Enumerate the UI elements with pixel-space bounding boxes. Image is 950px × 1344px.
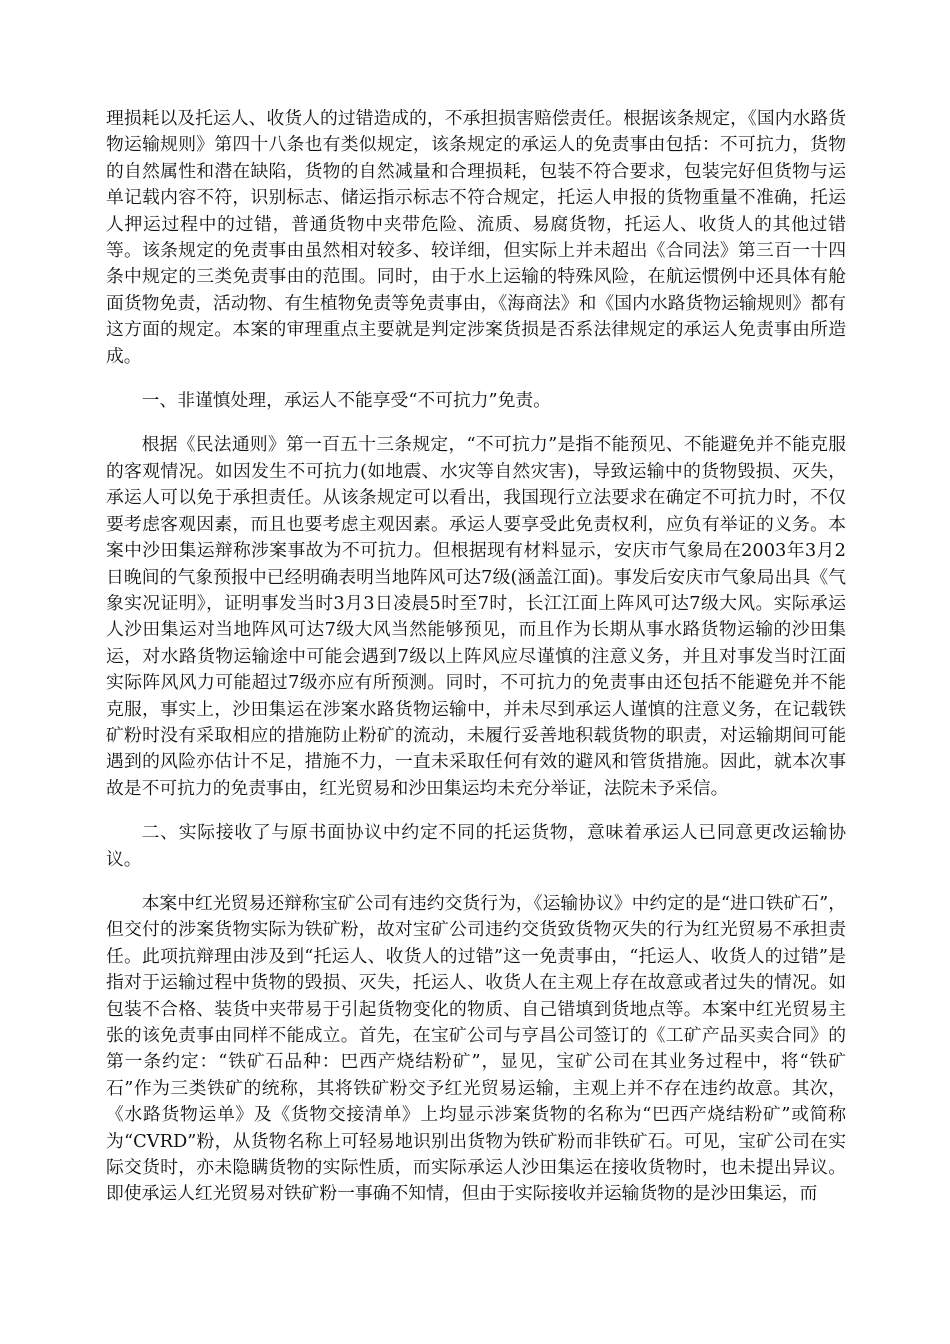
paragraph-gap [106,370,846,388]
document-page [106,106,846,1208]
paragraph-gap [106,802,846,820]
section-heading-force-majeure: 一、非谨慎处理，承运人不能享受“不可抗力”免责。 [141,390,551,412]
section-heading-agreement-change: 二、实际接收了与原书面协议中约定不同的托运货物，意味着承运人已同意更改运输协议。 [106,822,846,870]
paragraph-exemption-overview: 理损耗以及托运人、收货人的过错造成的，不承担损害赔偿责任。根据该条规定，《国内水路货物运输规则》第四十八条也有类似规定，该条规定的承运人的免责事由包括：不可抗力，货物的自然属性和潜在缺陷，货物的自然减量和合理损耗，包装不符合要求，包装完好但货物与运单记载内容不符，识别标志、储运指示标志不符合规定，托运人申报的货物重量不准确，托运人押运过程中的过错，普通货物中夹带危险、流质、易腐货物，托运人、收货人的其他过错等。该条规定的免责事由虽然相对较多、较详细，但实际上并未超出《合同法》第三百一十四条中规定的三类免责事由的范围。同时，由于水上运输的特殊风险，在航运惯例中还具体有舱面货物免责，活动物、有生植物免责等免责事由，《海商法》和《国内水路货物运输规则》都有这方面的规定。本案的审理重点主要就是判定涉案货损是否系法律规定的承运人免责事由所造成。 [106,108,846,367]
paragraph-gap [106,414,846,432]
paragraph-force-majeure-analysis: 根据《民法通则》第一百五十三条规定，“不可抗力”是指不能预见、不能避免并不能克服的客观情况。如因发生不可抗力(如地震、水灾等自然灾害)，导致运输中的货物毁损、灭失，承运人可以免于承担责任。从该条规定可以看出，我国现行立法要求在确定不可抗力时，不仅要考虑客观因素，而且也要考虑主观因素。承运人要享受此免责权利，应负有举证的义务。本案中沙田集运辩称涉案事故为不可抗力。但根据现有材料显示，安庆市气象局在2003年3月2日晚间的气象预报中已经明确表明当地阵风可达7级(涵盖江面)。事发后安庆市气象局出具《气象实况证明》，证明事发当时3月3日凌晨5时至7时，长江江面上阵风可达7级大风。实际承运人沙田集运对当地阵风可达7级大风当然能够预见，而且作为长期从事水路货物运输的沙田集运，对水路货物运输途中可能会遇到7级以上阵风应尽谨慎的注意义务，并且对事发当时江面实际阵风风力可能超过7级亦应有所预测。同时，不可抗力的免责事由还包括不能避免并不能克服，事实上，沙田集运在涉案水路货物运输中，并未尽到承运人谨慎的注意义务，在记载铁矿粉时没有采取相应的措施防止粉矿的流动，未履行妥善地积载货物的职责，对运输期间可能遇到的风险亦估计不足，措施不力，一直未采取任何有效的避风和管货措施。因此，就本次事故是不可抗力的免责事由，红光贸易和沙田集运均未充分举证，法院未予采信。 [106,434,846,799]
paragraph-shipper-fault-analysis: 本案中红光贸易还辩称宝矿公司有违约交货行为，《运输协议》中约定的是“进口铁矿石”，但交付的涉案货物实际为铁矿粉，故对宝矿公司违约交货致货物灭失的行为红光贸易不承担责任。此项抗辩理由涉及到“托运人、收货人的过错”这一免责事由，“托运人、收货人的过错”是指对于运输过程中货物的毁损、灭失，托运人、收货人在主观上存在故意或者过失的情况。如包装不合格、装货中夹带易于引起货物变化的物质、自己错填到货地点等。本案中红光贸易主张的该免责事由同样不能成立。首先，在宝矿公司与亨昌公司签订的《工矿产品买卖合同》的第一条约定：“铁矿石品种：巴西产烧结粉矿”，显见，宝矿公司在其业务过程中，将“铁矿石”作为三类铁矿的统称，其将铁矿粉交予红光贸易运输，主观上并不存在违约故意。其次，《水路货物运单》及《货物交接清单》上均显示涉案货物的名称为“巴西产烧结粉矿”或简称为“CVRD”粉，从货物名称上可轻易地识别出货物为铁矿粉而非铁矿石。可见，宝矿公司在实际交货时，亦未隐瞒货物的实际性质，而实际承运人沙田集运在接收货物时，也未提出异议。即使承运人红光贸易对铁矿粉一事确不知情，但由于实际接收并运输货物的是沙田集运，而 [106,892,846,1205]
paragraph-gap [106,873,846,891]
